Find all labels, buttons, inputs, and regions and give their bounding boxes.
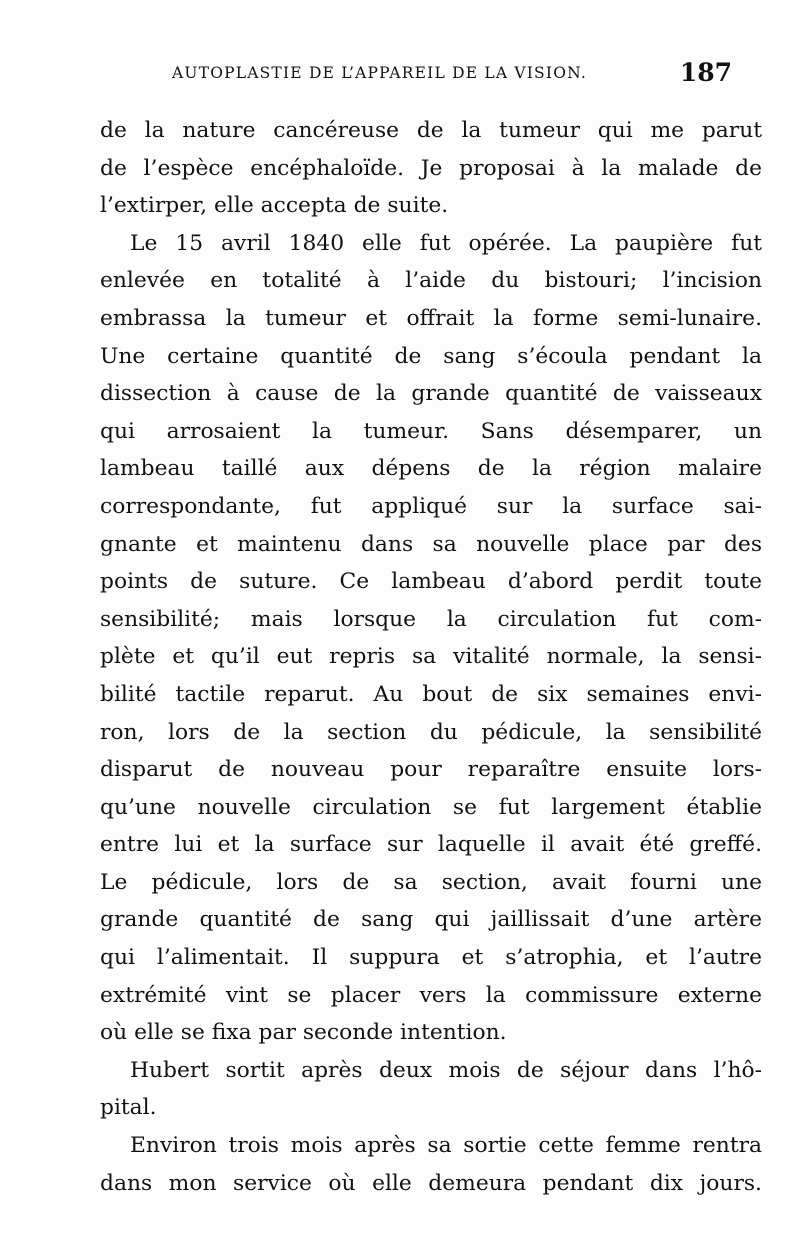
text-line: qui l’alimentait. Il suppura et s’atrophia, et l’autre <box>100 945 762 971</box>
text-line: de l’espèce encéphaloïde. Je proposai à la malade de <box>100 155 762 181</box>
text-line: sensibilité; mais lorsque la circulation fut com- <box>100 606 762 632</box>
text-line: dans mon service où elle demeura pendant dix jours. <box>100 1170 762 1196</box>
page-number: 187 <box>679 58 732 87</box>
text-line: plète et qu’il eut repris sa vitalité normale, la sensi- <box>100 644 762 670</box>
text-line: entre lui et la surface sur laquelle il avait été greffé. <box>100 832 762 858</box>
text-line: Le pédicule, lors de sa section, avait fourni une <box>100 869 762 895</box>
text-line: Le 15 avril 1840 elle fut opérée. La paupière fut <box>130 230 762 256</box>
text-line: enlevée en totalité à l’aide du bistouri; l’incision <box>100 268 762 294</box>
paragraph <box>100 225 762 1052</box>
page-header <box>172 58 732 94</box>
text-line: Environ trois mois après sa sortie cette femme rentra <box>130 1133 762 1159</box>
text-line: lambeau taillé aux dépens de la région malaire <box>100 456 762 482</box>
text-line: extrémité vint se placer vers la commissure externe <box>100 982 762 1008</box>
text-line: Hubert sortit après deux mois de séjour dans l’hô- <box>130 1057 762 1083</box>
paragraph <box>100 112 762 225</box>
text-line: qui arrosaient la tumeur. Sans désemparer, un <box>100 418 762 444</box>
text-line: où elle se fixa par seconde intention. <box>100 1020 507 1046</box>
text-line: dissection à cause de la grande quantité de vaisseaux <box>100 381 762 407</box>
text-line: embrassa la tumeur et offrait la forme semi-lunaire. <box>100 305 762 331</box>
text-line: ron, lors de la section du pédicule, la sensibilité <box>100 719 762 745</box>
text-line: Une certaine quantité de sang s’écoula pendant la <box>100 343 762 369</box>
text-line: pital. <box>100 1095 157 1121</box>
text-line: points de suture. Ce lambeau d’abord perdit toute <box>100 569 762 595</box>
running-title: AUTOPLASTIE DE L’APPAREIL DE LA VISION. <box>172 64 588 82</box>
text-line: grande quantité de sang qui jaillissait d’une artère <box>100 907 762 933</box>
text-line: bilité tactile reparut. Au bout de six semaines envi- <box>100 681 762 707</box>
paragraph <box>100 1127 762 1202</box>
text-line: de la nature cancéreuse de la tumeur qui me parut <box>100 118 762 143</box>
text-line: correspondante, fut appliqué sur la surface sai- <box>100 493 762 519</box>
body-text <box>100 112 762 1202</box>
paragraph <box>100 1052 762 1127</box>
text-line: l’extirper, elle accepta de suite. <box>100 193 449 219</box>
text-line: qu’une nouvelle circulation se fut largement établie <box>100 794 762 820</box>
text-line: disparut de nouveau pour reparaître ensuite lors- <box>100 757 762 783</box>
text-line: gnante et maintenu dans sa nouvelle place par des <box>100 531 762 557</box>
